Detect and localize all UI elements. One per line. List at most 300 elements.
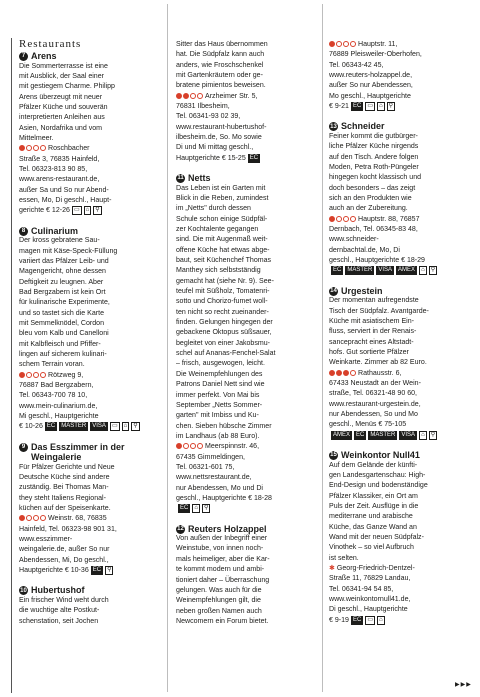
restaurant-heading (329, 286, 470, 297)
text-span: Küche, das Ganze Wand an (329, 523, 417, 531)
text-span: mit Ausblick, der Saal einer (19, 72, 104, 80)
rating-dot-filled (176, 443, 182, 449)
text-line (19, 278, 149, 288)
rating-dots (176, 443, 203, 449)
rating-dot-empty (26, 372, 32, 378)
star-icon: ✱ (329, 564, 337, 572)
text-line (176, 204, 319, 214)
rating-dot-empty (190, 93, 196, 99)
text-line (176, 225, 319, 235)
text-line (329, 173, 470, 183)
restaurant-heading (176, 173, 319, 184)
text-line (329, 338, 470, 348)
text-span: Blick in die Reben, zumindest (176, 194, 269, 202)
text-span: Der kross gebratene Sau- (19, 237, 100, 245)
text-span: Newcomern ein Forum bietet. (176, 617, 269, 625)
text-span: Weinempfehlungen gilt, die (176, 597, 261, 605)
text-line (329, 256, 470, 266)
text-line (19, 319, 149, 329)
text-span: Tel. 06343-42 45, (329, 61, 384, 69)
card-icon: ▭ (73, 207, 80, 214)
text-span: they steht Italiens Regional- (19, 494, 106, 502)
text-line (329, 348, 470, 358)
text-span: und so tastet sich die Karte (19, 309, 105, 317)
text-line (329, 92, 470, 102)
entry-number-badge: 8 (19, 227, 28, 236)
text-line (176, 297, 319, 307)
rating-dot-empty (350, 370, 356, 376)
text-span: Das Leben ist ein Garten mit (176, 184, 266, 192)
text-span: schem Terrain voran. (19, 361, 85, 369)
rating-dot-empty (33, 515, 39, 521)
text-span: für kulinarische Experimente, (19, 299, 110, 307)
rating-dot-filled (19, 145, 25, 151)
text-span: End-Design und bodenständige (329, 482, 428, 490)
text-line (176, 112, 319, 122)
text-span: 67433 Neustadt an der Wein- (329, 379, 421, 387)
text-span: geschl., Hauptgerichte € 18-28 (176, 494, 272, 502)
text-span: Magengericht, ohne dessen (19, 268, 106, 276)
restaurant-heading (19, 51, 149, 62)
text-line (19, 556, 149, 566)
rating-dots (19, 145, 46, 151)
text-span: mit Semmelknödel, Cordon (19, 319, 104, 327)
text-line (329, 81, 470, 91)
text-span: sich an den Produkten wie (329, 194, 412, 202)
text-span: im „Netts" durch dessen (176, 205, 251, 213)
text-line (176, 463, 319, 473)
ec-icon: EC (249, 154, 259, 161)
restaurant-heading (19, 442, 149, 463)
text-span: Arzheimer Str. 5, (205, 92, 258, 100)
text-span: gemacht hat (siehe Nr. 9). See- (176, 277, 274, 285)
text-span: Bad Bergzabern ist kein Ort (19, 288, 106, 296)
text-span: Mi geschl., Hauptgerichte (19, 413, 99, 420)
text-line (176, 215, 319, 225)
column-divider-1 (167, 4, 168, 692)
text-line (19, 535, 149, 545)
text-line (176, 380, 319, 390)
text-span: 67435 Gimmeldingen, (176, 453, 245, 461)
text-span: te kommt modern und ambi- (176, 566, 265, 574)
text-span: Manthey sich selbstständig (176, 267, 261, 275)
text-span: Rathausstr. 6, (358, 369, 402, 377)
text-span: Tel. 06341-93 02 39, (176, 113, 241, 121)
pin-icon: ⚲ (95, 207, 100, 214)
text-span: Vinothek – so viel Aufbruch (329, 544, 414, 552)
text-span: Mittelmeer. (19, 134, 54, 142)
rating-dot-empty (336, 41, 342, 47)
text-span: im Landhaus (ab 88 Euro). (176, 432, 260, 440)
text-span: Abendessen, Mi, Do geschl., (19, 556, 109, 564)
pin-icon: ⚲ (430, 267, 436, 274)
text-line (19, 103, 149, 113)
text-line (176, 349, 319, 359)
text-line (329, 194, 470, 204)
text-span: geschl., Menüs € 75-105 (329, 421, 407, 429)
rating-dot-empty (350, 216, 356, 222)
text-span: mediterrane und arabische (329, 513, 413, 521)
text-span: Mo geschl., Hauptgerichte (329, 92, 411, 100)
restaurant-name: Reuters Holzappel (188, 523, 267, 534)
rating-dot-filled (19, 372, 25, 378)
restaurant-name: Weinkontor Null41 (341, 450, 420, 461)
restaurant-heading (329, 450, 470, 461)
text-span: begleitet von einer Jakobsmu- (176, 339, 271, 347)
text-line (329, 574, 470, 584)
entry-number-badge: 12 (177, 525, 184, 532)
text-span: € 9-21 (329, 103, 349, 111)
rating-dot-empty (350, 41, 356, 47)
rating-dot-filled (329, 216, 335, 222)
text-line (19, 309, 149, 319)
text-line (19, 93, 149, 103)
text-span: € 10-26 (19, 423, 43, 431)
text-line (19, 288, 149, 298)
text-span: weingalerie.de, außer So nur (19, 546, 110, 554)
text-line (176, 266, 319, 276)
text-line (19, 155, 149, 165)
text-line (19, 391, 149, 401)
rating-dot-empty (26, 515, 32, 521)
rating-dot-filled (19, 515, 25, 521)
text-span: Moden, Petra Roth-Püngeler (329, 163, 419, 171)
text-line (19, 206, 149, 216)
text-line (19, 186, 149, 196)
text-span: gebackene Oktopus süßsauer, (176, 329, 272, 337)
text-line (176, 401, 319, 411)
restaurant-heading (19, 585, 149, 596)
text-span: magen mit Käse-Speck-Füllung (19, 247, 118, 255)
text-span: Die Weinempfehlungen des (176, 370, 263, 378)
text-line (19, 82, 149, 92)
text-span: September „Netts Sommer- (176, 401, 263, 409)
text-span: Schule schon einige Südpfäl- (176, 215, 268, 223)
text-line (329, 554, 470, 564)
text-span: schenstation, seit Jochen (19, 617, 99, 625)
text-line (19, 463, 149, 473)
rating-dot-empty (343, 216, 349, 222)
text-span: Hauptstr. 11, (358, 41, 398, 48)
pin-icon: ⚲ (133, 423, 138, 430)
text-line (19, 566, 149, 576)
ec-icon: EC (92, 567, 102, 574)
text-span: geschl., Hauptgerichte € 18-29 (329, 257, 425, 265)
text-line (19, 606, 149, 616)
text-span: Für Pfälzer Gerichte und Neue (19, 463, 115, 471)
text-line (19, 360, 149, 370)
text-span: fluss, serviert in der Renais- (329, 328, 417, 336)
text-span: gerichte € 12-26 (19, 207, 70, 215)
text-span: www.schneider- (329, 236, 379, 244)
text-line (329, 266, 470, 276)
text-span: Tel. 06321-601 75, (176, 463, 235, 471)
text-span: gen Landesgartenschau: High- (329, 471, 426, 479)
text-line (329, 327, 470, 337)
text-line (19, 72, 149, 82)
text-span: www.arens-restaurant.de, (19, 176, 100, 184)
text-span: zuständig. Bei Thomas Man- (19, 484, 109, 492)
ec-icon: EC (356, 431, 365, 438)
visa-icon: VISA (92, 423, 106, 430)
text-span: interpretierten Anleihen aus (19, 114, 105, 122)
rating-dot-empty (40, 515, 46, 521)
text-line (329, 296, 470, 306)
text-line (176, 555, 319, 565)
text-span: Asien, Nordafrika und vom (19, 124, 103, 132)
text-span: immer perfekt. Von Mai bis (176, 391, 260, 399)
rating-dot-empty (40, 372, 46, 378)
text-span: variiert das Pfälzer Leib- und (19, 257, 109, 265)
text-span: Pfälzer Küche und souverän (19, 103, 108, 111)
card-icon: ▭ (111, 423, 118, 430)
rating-dot-empty (197, 93, 203, 99)
tent-icon: ⌂ (379, 103, 383, 110)
text-line (176, 194, 319, 204)
text-line (329, 204, 470, 214)
text-line (176, 133, 319, 143)
text-line (19, 412, 149, 422)
text-line (176, 484, 319, 494)
restaurant-name: Arens (31, 51, 57, 61)
restaurant-heading (176, 524, 319, 535)
text-span: teufel mit Süßholz, Tomatenri- (176, 288, 270, 296)
text-span: außer Sa und So nur Abend- (19, 186, 109, 194)
text-span: sind. Die mit Augenmaß weit- (176, 236, 268, 244)
text-span: bratene pimientos beweisen. (176, 82, 266, 90)
text-span: hat. Die Südpfalz kann auch (176, 51, 265, 59)
text-line (329, 471, 470, 481)
text-line (19, 113, 149, 123)
text-span: Der momentan aufregendste (329, 297, 419, 305)
text-line (176, 246, 319, 256)
text-line (176, 607, 319, 617)
pin-icon: ⚲ (388, 103, 394, 110)
text-span: Deutsche Küche sind andere (19, 474, 110, 482)
text-span: neben großen Namen auch (176, 607, 262, 615)
text-span: Tel. 06341-94 54 85, (329, 585, 394, 593)
rating-dots (176, 93, 203, 99)
restaurant-heading (329, 121, 470, 132)
text-line (19, 257, 149, 267)
rating-dot-empty (197, 443, 203, 449)
text-line (329, 307, 470, 317)
entry-number-badge: 7 (19, 52, 28, 61)
tent-icon: ⌂ (194, 505, 198, 512)
text-line (329, 564, 470, 574)
text-line (19, 473, 149, 483)
text-line (176, 143, 319, 153)
text-line (176, 596, 319, 606)
text-line (329, 543, 470, 553)
text-span: auch an der Zubereitung. (329, 205, 408, 213)
text-line (329, 235, 470, 245)
text-span: auf den Tisch. Andere folgen (329, 153, 419, 161)
text-line (329, 215, 470, 225)
text-line (329, 50, 470, 60)
text-span: www.restaurant-hubertushof- (176, 123, 267, 131)
text-line (329, 225, 470, 235)
text-span: Hauptgerichte € 15-25 (176, 154, 246, 162)
text-span: Meerspinnstr. 46, (205, 443, 260, 451)
pin-icon: ⚲ (430, 431, 436, 438)
text-line (19, 298, 149, 308)
text-span: Roschbacher (48, 145, 90, 153)
text-line (329, 502, 470, 512)
text-span: tioniert daher – Überraschung (176, 576, 270, 584)
text-line (176, 370, 319, 380)
text-span: außer So nur Abendessen, (329, 82, 413, 90)
rating-dot-empty (26, 145, 32, 151)
text-span: Georg-Friedrich-Dentzel- (336, 564, 415, 572)
text-line (176, 102, 319, 112)
restaurant-name: Urgestein (341, 285, 383, 296)
text-line (176, 391, 319, 401)
text-span: Di und Mi mittag geschl., (176, 144, 254, 152)
text-line (329, 317, 470, 327)
text-span: www.mein-culinarium.de, (19, 402, 98, 410)
text-line (329, 61, 470, 71)
text-span: Hauptstr. 88, 76857 (358, 215, 420, 223)
tent-icon: ⌂ (85, 207, 90, 214)
text-line (329, 369, 470, 379)
text-span: sancepracht eines Altstadt- (329, 338, 414, 346)
text-line (19, 144, 149, 154)
text-span: ten nicht so recht zueinander- (176, 308, 269, 316)
text-span: Puls der Zeit. Ausflüge in die (329, 502, 419, 510)
text-line (176, 494, 319, 504)
tent-icon: ⌂ (421, 267, 425, 274)
entry-number-badge: 13 (330, 123, 337, 130)
text-span: mit gestiegem Charme. Philipp (19, 83, 115, 91)
text-span: Wand mit der neuen Südpfalz- (329, 533, 424, 541)
margin-rule (11, 38, 12, 693)
text-span: bleu vom Kalb und Canelloni (19, 330, 109, 338)
text-span: 76831 Ilbesheim, (176, 103, 230, 111)
text-line (19, 165, 149, 175)
text-span: Weinstr. 68, 76835 (48, 515, 107, 523)
text-line (176, 576, 319, 586)
text-line (19, 617, 149, 627)
rating-dot-filled (183, 93, 189, 99)
text-line (176, 71, 319, 81)
text-span: www.restaurant-urgestein.de, (329, 400, 421, 408)
text-span: Weinkarte. Zimmer ab 82 Euro. (329, 359, 427, 367)
amex-icon: AMEX (398, 267, 416, 274)
column-3 (329, 40, 470, 626)
text-line (176, 339, 319, 349)
entry-number-badge: 9 (19, 443, 28, 452)
rating-dot-filled (176, 93, 182, 99)
text-line (329, 616, 470, 626)
text-span: gelungen. Was auch für die (176, 586, 262, 594)
column-divider-2 (322, 4, 323, 692)
entry-number-badge: 15 (330, 452, 337, 459)
pin-icon: ⚲ (107, 567, 112, 574)
text-line (19, 504, 149, 514)
text-line (19, 350, 149, 360)
text-span: Hauptgerichte € 10-36 (19, 567, 89, 575)
next-page-arrows[interactable]: ▶▶▶ (455, 682, 472, 688)
text-span: hofs. Gut sortierte Pfälzer (329, 348, 409, 356)
rating-dots (329, 370, 356, 376)
text-line (329, 379, 470, 389)
text-line (176, 504, 319, 514)
text-line (329, 595, 470, 605)
rating-dot-empty (33, 372, 39, 378)
visa-icon: VISA (401, 431, 416, 438)
ec-icon: EC (352, 616, 362, 623)
text-line (329, 358, 470, 368)
text-span: Feiner kommt die gutbürger- (329, 132, 418, 140)
entry-number-badge: 10 (20, 587, 27, 594)
rating-dot-empty (40, 145, 46, 151)
text-line (19, 596, 149, 606)
text-line (329, 40, 470, 50)
text-span: Tisch der Südpfalz. Avantgarde- (329, 307, 429, 315)
text-line (329, 481, 470, 491)
text-span: Rötzweg 9, (48, 371, 84, 379)
text-line (329, 71, 470, 81)
text-line (329, 153, 470, 163)
text-span: www.reuters-holzappel.de, (329, 72, 413, 80)
text-line (19, 371, 149, 381)
text-line (176, 453, 319, 463)
text-span: die wuchtige alte Postkut- (19, 607, 100, 615)
text-line (19, 422, 149, 432)
master-icon: MASTER (61, 423, 87, 430)
text-line (176, 318, 319, 328)
rating-dot-empty (33, 145, 39, 151)
restaurant-name: Das Esszimmer in der Weingalerie (31, 441, 125, 463)
text-span: 76887 Bad Bergzabern, (19, 381, 94, 389)
text-span: € 9-19 (329, 616, 349, 624)
ec-icon: EC (180, 505, 189, 512)
text-span: dernbachtal.de, Mo, Di (329, 246, 400, 254)
text-line (176, 256, 319, 266)
text-line (19, 247, 149, 257)
text-span: Ein frischer Wind weht durch (19, 596, 109, 604)
text-line (329, 142, 470, 152)
rating-dot-empty (336, 216, 342, 222)
rating-dots (329, 216, 356, 222)
text-line (19, 494, 149, 504)
text-line (329, 512, 470, 522)
restaurant-name: Culinarium (31, 225, 79, 236)
rating-dots (19, 515, 46, 521)
tent-icon: ⌂ (379, 616, 383, 623)
text-line (176, 123, 319, 133)
text-line (19, 525, 149, 535)
text-span: ilbesheim.de, So. Mo sowie (176, 134, 262, 142)
rating-dot-empty (190, 443, 196, 449)
text-line (329, 389, 470, 399)
text-line (176, 534, 319, 544)
text-span: www.esszimmer- (19, 536, 73, 544)
text-span: www.weinkontornull41.de, (329, 596, 411, 603)
text-span: sotto und Chorizo-fumet woll- (176, 298, 268, 306)
column-2 (176, 40, 319, 627)
restaurant-name: Schneider (341, 121, 385, 132)
text-line (176, 442, 319, 452)
visa-icon: VISA (378, 267, 393, 274)
text-line (329, 132, 470, 142)
text-span: Dernbach, Tel. 06345-83 48, (329, 226, 418, 233)
tent-icon: ⌂ (123, 423, 128, 430)
text-line (176, 154, 319, 164)
text-span: Straße 3, 76835 Hainfeld, (19, 155, 100, 163)
master-icon: MASTER (370, 431, 396, 438)
